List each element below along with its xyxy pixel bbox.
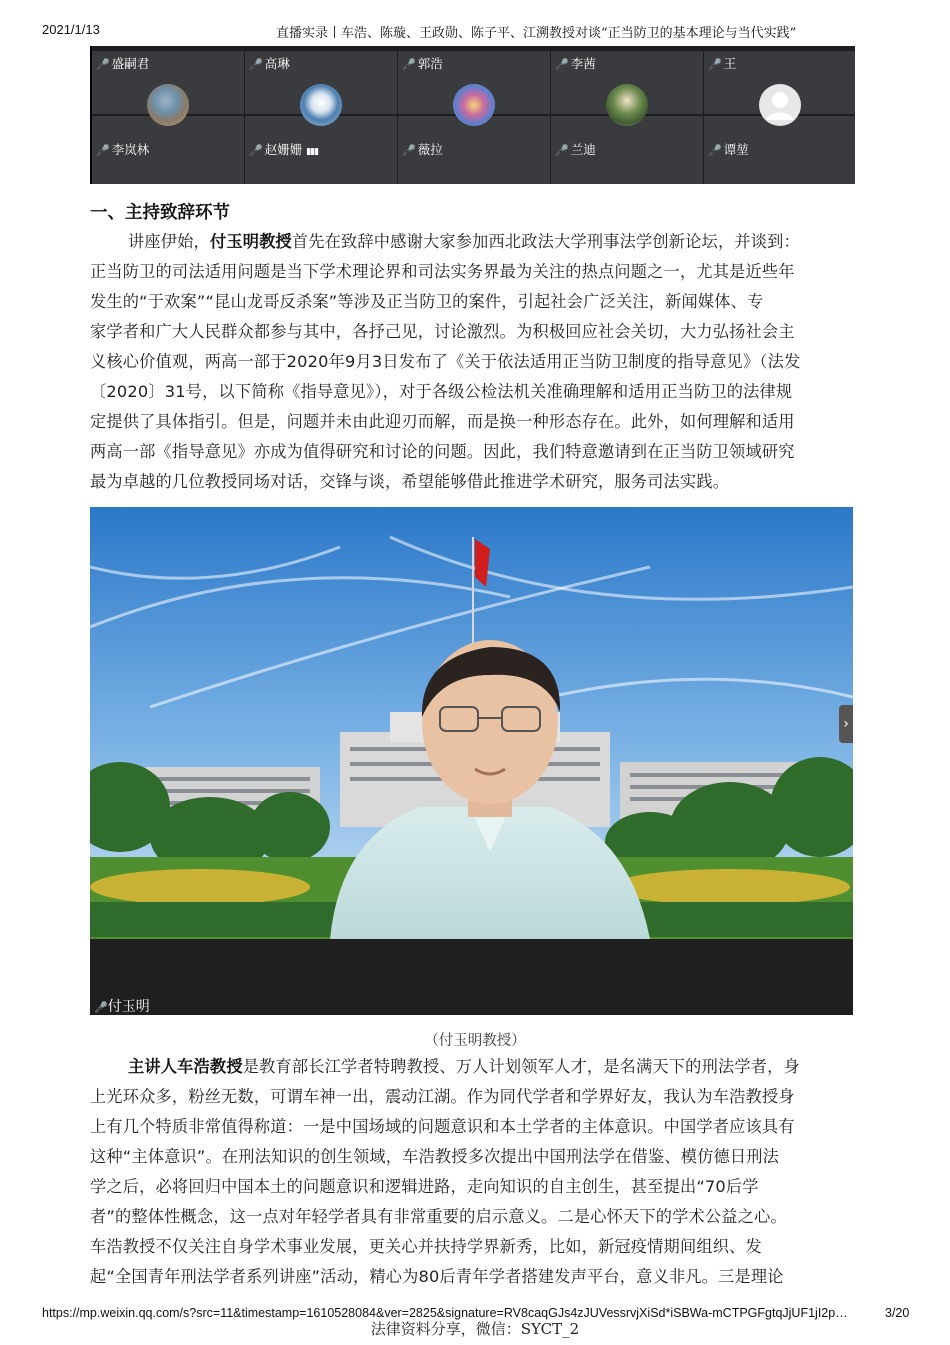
text-segment: 义核心价值观，两高一部于2020年9月3日发布了《关于依法适用正当防卫制度的指导意见》（法发 (90, 352, 801, 371)
section-heading: 一、主持致辞环节 (90, 203, 230, 223)
muted-mic-icon: 🎤 (708, 58, 722, 71)
image-caption: （付玉明教授） (424, 1033, 526, 1049)
text-segment: 最为卓越的几位教授同场对话，交锋与谈，希望能够借此推进学术研究，服务司法实践。 (90, 472, 730, 491)
participant-name: 李岚林 (111, 142, 150, 157)
text-segment: 首先在致辞中感谢大家参加西北政法大学刑事法学创新论坛，并谈到： (291, 232, 800, 251)
participant-name: 兰迪 (570, 142, 596, 157)
participant-name: 盛嗣君 (111, 56, 150, 71)
avatar (300, 84, 342, 126)
muted-mic-icon: 🎤 (708, 144, 722, 157)
text-line (90, 1262, 856, 1292)
text-segment: 〔2020〕31号，以下简称《指导意见》），对于各级公检法机关准确理解和适用正当防卫的法律规 (90, 382, 793, 401)
text-segment: 是教育部长江学者特聘教授、万人计划领军人才，是名满天下的刑法学者，身 (242, 1057, 800, 1076)
text-segment: 上光环众多，粉丝无数，可谓车神一出，震动江湖。作为同代学者和学界好友，我认为车浩教授身 (90, 1087, 795, 1106)
campus-background-image (90, 507, 853, 1015)
speaker-video-frame (90, 507, 853, 1015)
speaker-name-label (90, 996, 154, 1015)
muted-mic-icon: 🎤 (402, 58, 416, 71)
muted-mic-icon: 🎤 (402, 144, 416, 157)
text-segment: 上有几个特质非常值得称道：一是中国场域的问题意识和本土学者的主体意识。中国学者应该具有 (90, 1117, 795, 1136)
text-line (90, 1082, 856, 1112)
avatar (453, 84, 495, 126)
text-line (90, 287, 856, 317)
text-line (90, 1052, 856, 1082)
participant-name: 高琳 (264, 56, 290, 71)
text-line (90, 1202, 856, 1232)
text-segment: 定提供了具体指引。但是，问题并未由此迎刃而解，而是换一种形态存在。此外，如何理解和适用 (90, 412, 795, 431)
avatar (606, 84, 648, 126)
print-page-title: 直播实录丨车浩、陈璇、王政勋、陈子平、江溯教授对谈“正当防卫的基本理论与当代实践” (276, 26, 797, 41)
text-line (90, 407, 856, 437)
text-line (90, 1142, 856, 1172)
text-line (90, 1232, 856, 1262)
muted-mic-icon: 🎤 (96, 58, 110, 71)
print-url: https://mp.weixin.qq.com/s?src=11&timestamp=1610528084&ver=2825&signature=RV8caqGJs4zJUVessrvjXiSd*iSBWa-mCTPGFgtqJjUF1jI2p… (42, 1306, 848, 1320)
avatar (147, 84, 189, 126)
participant-name: 郭浩 (417, 56, 443, 71)
participant-tile (704, 116, 855, 184)
text-segment: 这种“主体意识”。在刑法知识的创生领域，车浩教授多次提出中国刑法学在借鉴、模仿德日刑法 (90, 1147, 780, 1166)
text-segment: 起“全国青年刑法学者系列讲座”活动，精心为80后青年学者搭建发声平台，意义非凡。三是理论 (90, 1267, 784, 1286)
text-segment: 发生的“于欢案”“昆山龙哥反杀案”等涉及正当防卫的案件，引起社会广泛关注，新闻媒体、专 (90, 292, 764, 311)
watermark-text: 法律资料分享，微信：SYCT_2 (370, 1320, 580, 1338)
participant-name: 薇拉 (417, 142, 443, 157)
text-line (90, 1172, 856, 1202)
participant-name: 赵姗姗 (264, 142, 303, 157)
text-segment: 两高一部《指导意见》亦成为值得研究和讨论的问题。因此，我们特意邀请到在正当防卫领域研究 (90, 442, 795, 461)
intro-paragraph (90, 227, 856, 497)
text-segment: 学之后，必将回归中国本土的问题意识和逻辑进路，走向知识的自主创生，甚至提出“70后学 (90, 1177, 759, 1196)
text-line (90, 227, 856, 257)
muted-mic-icon: 🎤 (249, 58, 263, 71)
text-segment: 者”的整体性概念，这一点对年轻学者具有非常重要的启示意义。二是心怀天下的学术公益之心。 (90, 1207, 787, 1226)
participant-tile (398, 116, 550, 184)
text-segment: 车浩教授不仅关注自身学术事业发展，更关心并扶持学界新秀，比如，新冠疫情期间组织、发 (90, 1237, 762, 1256)
participant-name: 王 (723, 56, 737, 71)
page-number: 3/20 (885, 1306, 910, 1320)
bold-name: 付玉明教授 (209, 232, 292, 251)
participant-name: 李茜 (570, 56, 596, 71)
text-line (90, 347, 856, 377)
text-line (90, 437, 856, 467)
text-line (90, 467, 856, 497)
text-line (90, 377, 856, 407)
muted-mic-icon: 🎤 (555, 144, 569, 157)
participant-name: 谭堃 (723, 142, 749, 157)
muted-mic-icon: 🎤 (96, 144, 110, 157)
bold-name: 主讲人车浩教授 (128, 1057, 243, 1076)
participant-tile (551, 116, 703, 184)
participant-tile (245, 116, 397, 184)
participant-tile (92, 116, 244, 184)
text-segment: 家学者和广大人民群众都参与其中，各抒己见，讨论激烈。为积极回应社会关切，大力弘扬社会主 (90, 322, 795, 341)
muted-mic-icon: 🎤 (555, 58, 569, 71)
speaker-intro-paragraph (90, 1052, 856, 1292)
mic-icon: 🎤 (94, 1001, 108, 1014)
text-line (90, 317, 856, 347)
print-date: 2021/1/13 (42, 22, 100, 37)
audio-level-icon: ▮▮▮ (306, 147, 319, 157)
default-avatar-icon (759, 84, 801, 126)
muted-mic-icon: 🎤 (249, 144, 263, 157)
text-segment: 正当防卫的司法适用问题是当下学术理论界和司法实务界最为关注的热点问题之一，尤其是近些年 (90, 262, 795, 281)
next-arrow-button[interactable]: › (839, 705, 853, 743)
speaker-name: 付玉明 (107, 999, 150, 1015)
text-line (90, 1112, 856, 1142)
text-line (90, 257, 856, 287)
text-segment: 讲座伊始， (128, 232, 210, 251)
video-conference-grid (90, 46, 855, 184)
